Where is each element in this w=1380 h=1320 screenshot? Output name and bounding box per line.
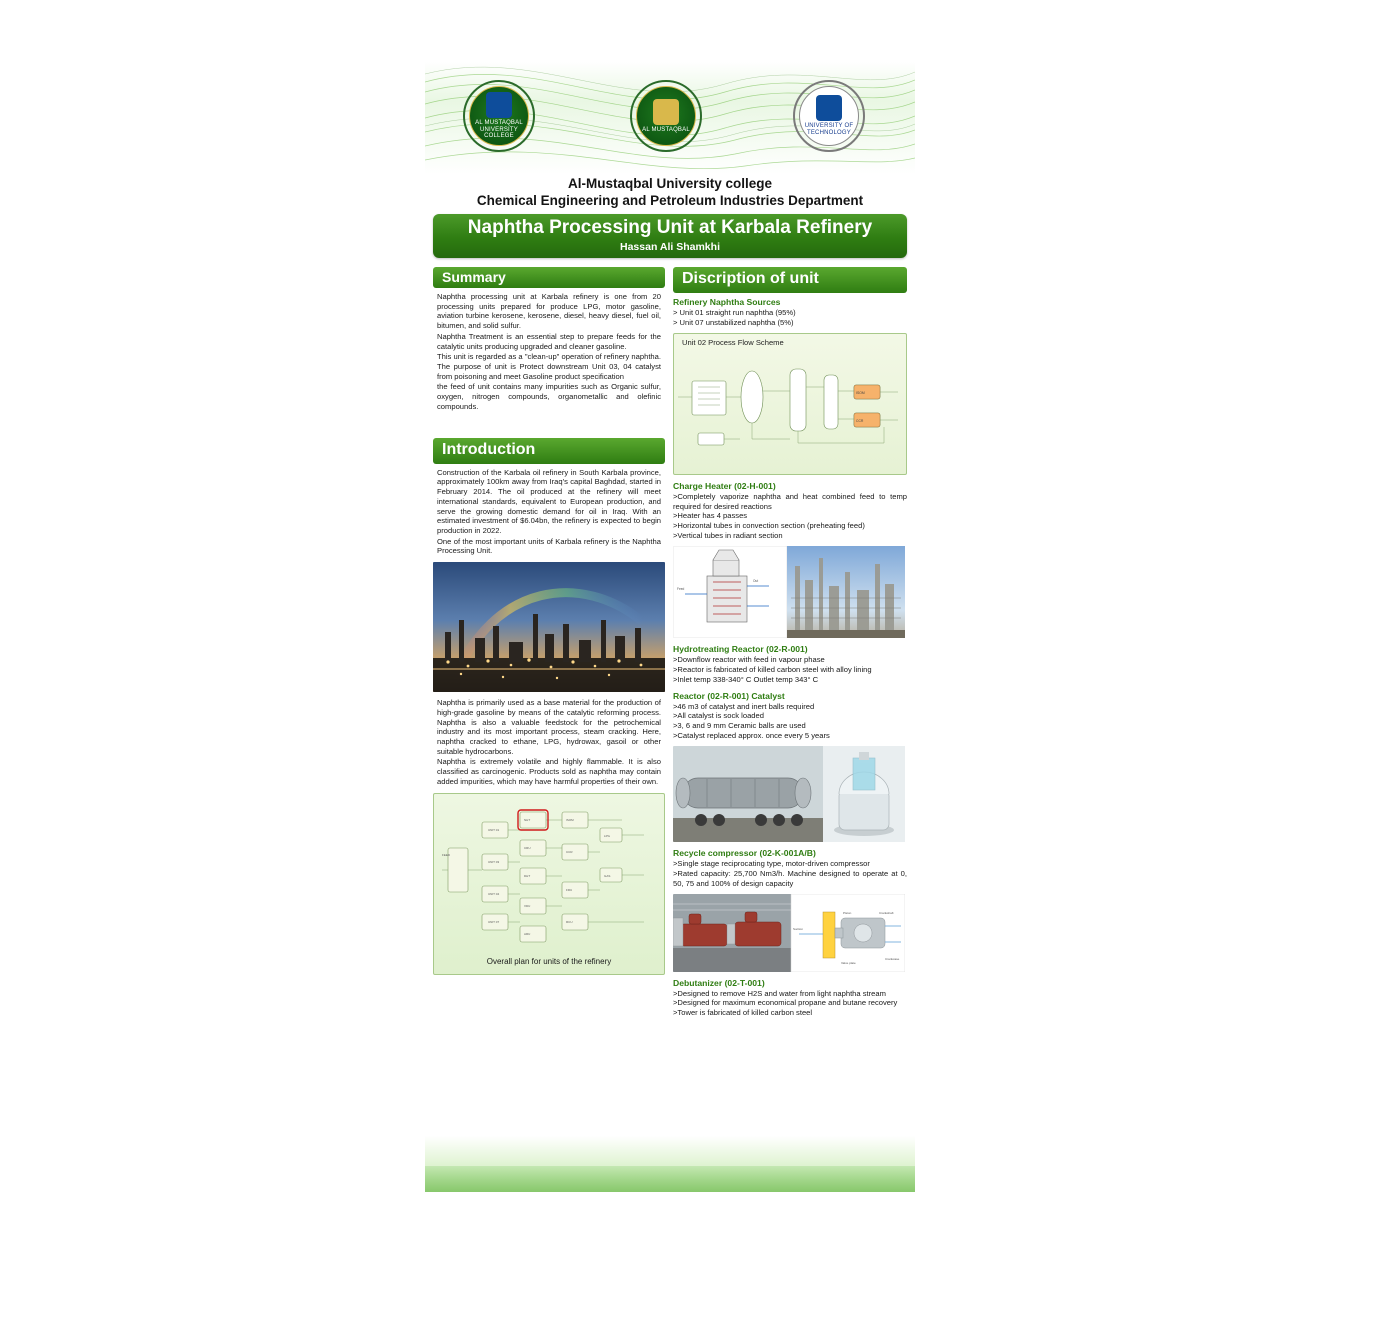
charge-heater-title: Charge Heater (02-H-001) <box>673 480 776 491</box>
svg-text:VDU: VDU <box>524 903 531 908</box>
reactor-transport-photo <box>673 746 907 842</box>
summary-paragraph: Naphtha processing unit at Karbala refinery is one from 20 processing units prepared for produce LPG, motor gasoline, aviation turbine kerosene, kerosene, diesel, heavy diesel, fuel oil, bitumen, and solid sulfur. <box>437 292 661 331</box>
poster-canvas <box>425 62 915 1192</box>
list-item: >All catalyst is sock loaded <box>673 711 764 721</box>
svg-text:Out: Out <box>753 579 759 584</box>
list-item: >Single stage reciprocating type, motor-driven compressor <box>673 859 870 869</box>
summary-paragraph: Naphtha Treatment is an essential step to prepare feeds for the catalytic units producing upgraded and cleaner gasoline. <box>437 331 661 351</box>
svg-text:CCR: CCR <box>566 849 573 854</box>
introduction-section-header <box>433 438 665 464</box>
overall-plan-caption: Overall plan for units of the refinery <box>486 956 612 966</box>
introduction-paragraph: Naphtha is extremely volatile and highly flammable. It is also classified as carcinogenic. Products sold as naphtha may contain added impurities, which may have harmful properties of their own. <box>437 757 661 786</box>
hydrotreating-reactor-bullets <box>673 655 907 685</box>
university-name: Al-Mustaqbal University college <box>567 176 773 191</box>
introduction-text <box>433 468 665 556</box>
svg-text:Suction: Suction <box>793 926 804 931</box>
list-item: > Unit 07 unstabilized naphtha (5%) <box>673 317 794 327</box>
al-mustaqbal-university-seal-icon <box>463 80 535 152</box>
hydrotreating-reactor-title: Hydrotreating Reactor (02-R-001) <box>673 644 808 655</box>
list-item: >Heater has 4 passes <box>673 511 748 521</box>
svg-text:UNIT 01: UNIT 01 <box>488 827 500 832</box>
summary-heading: Summary <box>442 269 506 285</box>
logo-row <box>425 80 915 160</box>
logo1-text: AL MUSTAQBAL UNIVERSITY COLLEGE <box>475 120 523 140</box>
svg-text:ISOM: ISOM <box>566 817 574 822</box>
svg-text:GAS: GAS <box>604 873 611 878</box>
naphtha-sources-title: Refinery Naphtha Sources <box>673 297 781 307</box>
svg-text:Piston: Piston <box>843 910 852 915</box>
summary-paragraph: the feed of unit contains many impurities such as Organic sulfur, oxygen, nitrogen compounds, organometallic and olefinic compounds. <box>437 382 661 411</box>
list-item: >Designed for maximum economical propane and butane recovery <box>673 998 898 1008</box>
header-decoration <box>425 62 915 174</box>
logo3-text: UNIVERSITY OF TECHNOLOGY <box>804 123 854 136</box>
svg-text:Crankshaft: Crankshaft <box>879 910 894 915</box>
compressor-photo-and-diagram <box>673 894 907 972</box>
pfd-diagram-icon <box>674 347 906 463</box>
svg-text:Crankcase: Crankcase <box>885 956 900 961</box>
author-name: Hassan Ali Shamkhi <box>620 241 720 253</box>
svg-text:CRU: CRU <box>524 845 531 850</box>
list-item: > Unit 01 straight run naphtha (95%) <box>673 308 796 317</box>
svg-text:CCR: CCR <box>856 418 864 423</box>
list-item: >Designed to remove H2S and water from light naphtha stream <box>673 988 886 998</box>
department-name: Chemical Engineering and Petroleum Industries Department <box>476 193 864 208</box>
svg-text:ISOM: ISOM <box>856 390 865 395</box>
introduction-heading: Introduction <box>442 440 536 458</box>
svg-text:LPG: LPG <box>604 833 611 838</box>
svg-text:DHT: DHT <box>524 873 531 878</box>
list-item: >Downflow reactor with feed in vapour phase <box>673 655 825 665</box>
overall-plan-diagram <box>433 793 665 975</box>
naphtha-sources-list <box>673 308 907 328</box>
list-item: >Inlet temp 338-340° C Outlet temp 343° C <box>673 674 819 684</box>
logo2-text: AL MUSTAQBAL <box>642 126 690 133</box>
charge-heater-images <box>673 546 907 638</box>
list-item: >Reactor is fabricated of killed carbon steel with alloy lining <box>673 664 872 674</box>
svg-text:Feed: Feed <box>677 587 685 592</box>
introduction-paragraph: Naphtha is primarily used as a base material for the production of high-grade gasoline by means of the catalytic reforming process. Naphtha is also a valuable feedstock for the petrochemical industry and its most important process, steam cracking. Here, naphtha cracked to ethane, LPG, hydrowax, gasoil or other suitable hydrocarbons. <box>437 698 661 756</box>
svg-text:Valve plate: Valve plate <box>841 960 856 965</box>
introduction-text-2 <box>433 698 665 786</box>
university-seal-center-icon <box>630 80 702 152</box>
svg-text:ARU: ARU <box>524 931 531 936</box>
poster-title-bar <box>433 214 907 258</box>
svg-text:FEED: FEED <box>442 852 451 857</box>
description-heading: Discription of unit <box>682 270 819 287</box>
introduction-paragraph: One of the most important units of Karbala refinery is the Naphtha Processing Unit. <box>437 536 661 556</box>
list-item: >Tower is fabricated of killed carbon steel <box>673 1008 813 1018</box>
reactor-catalyst-title: Reactor (02-R-001) Catalyst <box>673 690 785 701</box>
svg-text:NHT: NHT <box>524 817 531 822</box>
recycle-compressor-title: Recycle compressor (02-K-001A/B) <box>673 848 816 859</box>
list-item: >Catalyst replaced approx. once every 5 years <box>673 731 830 741</box>
right-column <box>673 267 907 1018</box>
flow-scheme-title: Unit 02 Process Flow Scheme <box>682 337 784 347</box>
debutanizer-title: Debutanizer (02-T-001) <box>673 977 765 988</box>
footer-decoration <box>425 1136 915 1192</box>
svg-text:UNIT 07: UNIT 07 <box>488 919 500 924</box>
process-flow-scheme-figure <box>673 333 907 475</box>
introduction-paragraph: Construction of the Karbala oil refinery in South Karbala province, approximately 100km away from Iraq's capital Baghdad, started in February 2014. The oil produced at the refinery will meet international standards, equivalent to European production, and serve the growing domestic demand for oil in Iraq. With an estimated investment of $6.04bn, the refinery is expected to begin production in 2022. <box>437 467 661 535</box>
description-section-header <box>673 267 907 293</box>
svg-text:RCU: RCU <box>566 919 573 924</box>
university-of-technology-seal-icon <box>793 80 865 152</box>
page-title: Naphtha Processing Unit at Karbala Refinery <box>467 217 873 238</box>
refinery-night-photo <box>433 562 665 692</box>
list-item: >46 m3 of catalyst and inert balls required <box>673 701 815 711</box>
list-item: >Vertical tubes in radiant section <box>673 531 783 541</box>
reactor-catalyst-bullets <box>673 702 907 741</box>
list-item: >Horizontal tubes in convection section (preheating feed) <box>673 521 865 531</box>
charge-heater-bullets <box>673 492 907 541</box>
list-item: >Completely vaporize naphtha and heat combined feed to temp required for desired reactions <box>673 491 907 511</box>
svg-text:UNIT 04: UNIT 04 <box>488 891 500 896</box>
svg-text:UNIT 03: UNIT 03 <box>488 859 500 864</box>
left-column <box>433 267 665 975</box>
debutanizer-bullets <box>673 989 907 1019</box>
recycle-compressor-bullets <box>673 859 907 889</box>
list-item: >Rated capacity: 25,700 Nm3/h. Machine designed to operate at 0, 50, 75 and 100% of design capacity <box>673 868 907 888</box>
summary-text <box>433 292 665 412</box>
summary-paragraph: This unit is regarded as a "clean-up" operation of refinery naphtha. The purpose of unit is Protect downstream Unit 03, 04 catalyst from poisoning and meet Gasoline product specification <box>437 352 661 381</box>
svg-text:FRU: FRU <box>566 887 573 892</box>
list-item: >3, 6 and 9 mm Ceramic balls are used <box>673 721 806 731</box>
summary-section-header <box>433 267 665 288</box>
